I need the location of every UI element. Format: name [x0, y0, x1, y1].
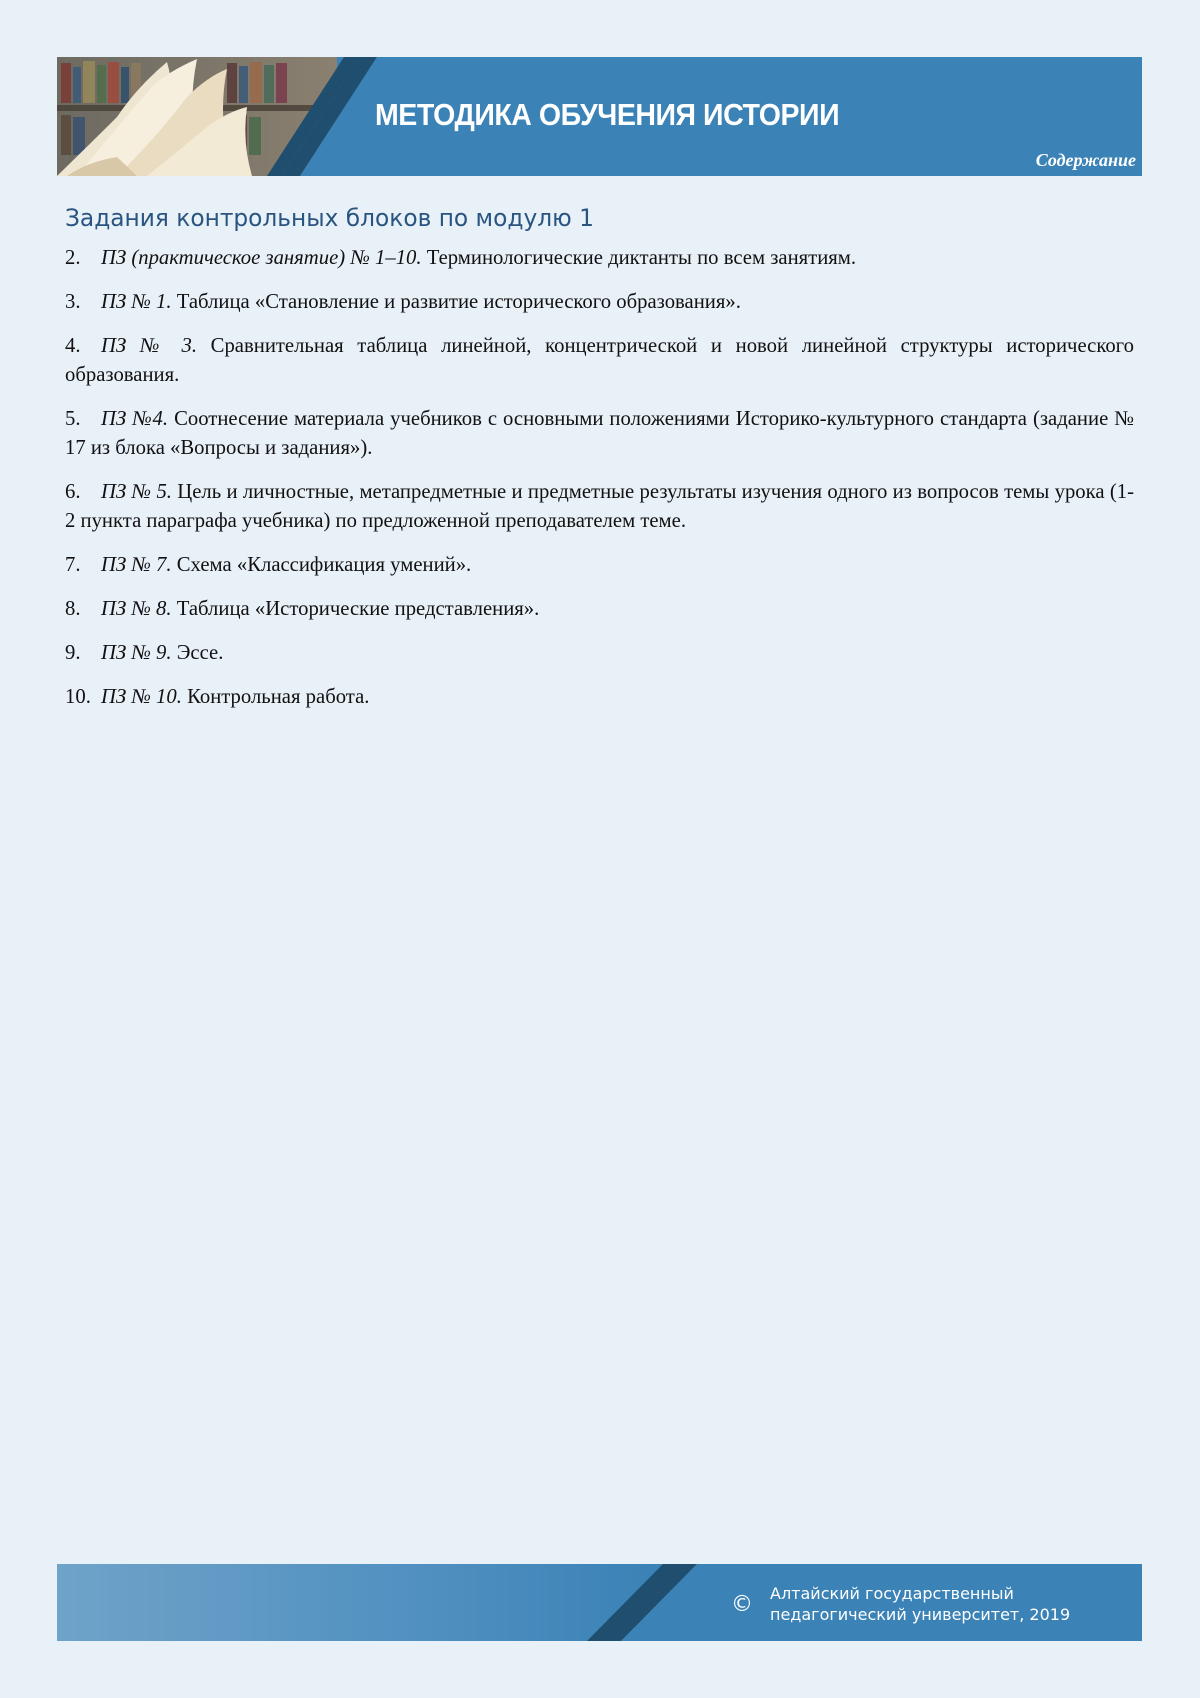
item-label: ПЗ № 10. — [101, 686, 182, 708]
item-number: 2. — [65, 247, 81, 269]
item-number: 6. — [65, 481, 81, 503]
header-banner — [57, 57, 1142, 176]
item-label: ПЗ (практическое занятие) № 1–10. — [101, 247, 422, 269]
item-label: ПЗ № 1. — [101, 291, 172, 313]
contents-link[interactable]: Содержание — [1035, 150, 1136, 170]
list-item — [65, 332, 1134, 390]
item-label: ПЗ № 3. — [101, 335, 197, 357]
header-title: МЕТОДИКА ОБУЧЕНИЯ ИСТОРИИ — [375, 97, 840, 132]
footer-banner — [57, 1564, 1142, 1641]
list-item — [65, 288, 1134, 317]
item-label: ПЗ № 8. — [101, 598, 172, 620]
list-item — [65, 683, 1134, 712]
item-number: 3. — [65, 291, 81, 313]
item-number: 10. — [65, 686, 91, 708]
list-item — [65, 639, 1134, 668]
item-label: ПЗ № 5. — [101, 481, 172, 503]
item-text: Контрольная работа. — [181, 686, 370, 708]
item-number: 4. — [65, 335, 81, 357]
list-item — [65, 551, 1134, 580]
footer-line-1: Алтайский государственный — [770, 1584, 1014, 1603]
item-label: ПЗ №4. — [101, 408, 169, 430]
item-number: 5. — [65, 408, 81, 430]
item-text: Эссе. — [171, 642, 224, 664]
copyright-icon: © — [731, 1592, 753, 1617]
item-number: 8. — [65, 598, 81, 620]
section-heading: Задания контрольных блоков по модулю 1 — [65, 204, 594, 232]
item-number: 9. — [65, 642, 81, 664]
main-content — [65, 204, 1134, 727]
item-text: Таблица «Исторические представления». — [171, 598, 540, 620]
list-item — [65, 405, 1134, 463]
footer-line-2: педагогический университет, 2019 — [770, 1605, 1071, 1624]
list-item — [65, 595, 1134, 624]
item-text: Таблица «Становление и развитие исторического образования». — [171, 291, 741, 313]
item-number: 7. — [65, 554, 81, 576]
list-item — [65, 244, 1134, 273]
list-item — [65, 478, 1134, 536]
item-text: Цель и личностные, метапредметные и предметные результаты изучения одного из вопросов темы урока (1-2 пункта параграфа учебника) по предложенной преподавателем теме. — [65, 481, 1134, 532]
item-text: Сравнительная таблица линейной, концентрической и новой линейной структуры исторического образования. — [65, 335, 1134, 386]
footer-publisher — [770, 1583, 1070, 1625]
item-text: Схема «Классификация умений». — [171, 554, 472, 576]
item-label: ПЗ № 9. — [101, 642, 172, 664]
item-label: ПЗ № 7. — [101, 554, 172, 576]
item-text: Соотнесение материала учебников с основными положениями Историко-культурного стандарта (задание № 17 из блока «Вопросы и задания»). — [65, 408, 1134, 459]
item-text: Терминологические диктанты по всем занятиям. — [421, 247, 857, 269]
